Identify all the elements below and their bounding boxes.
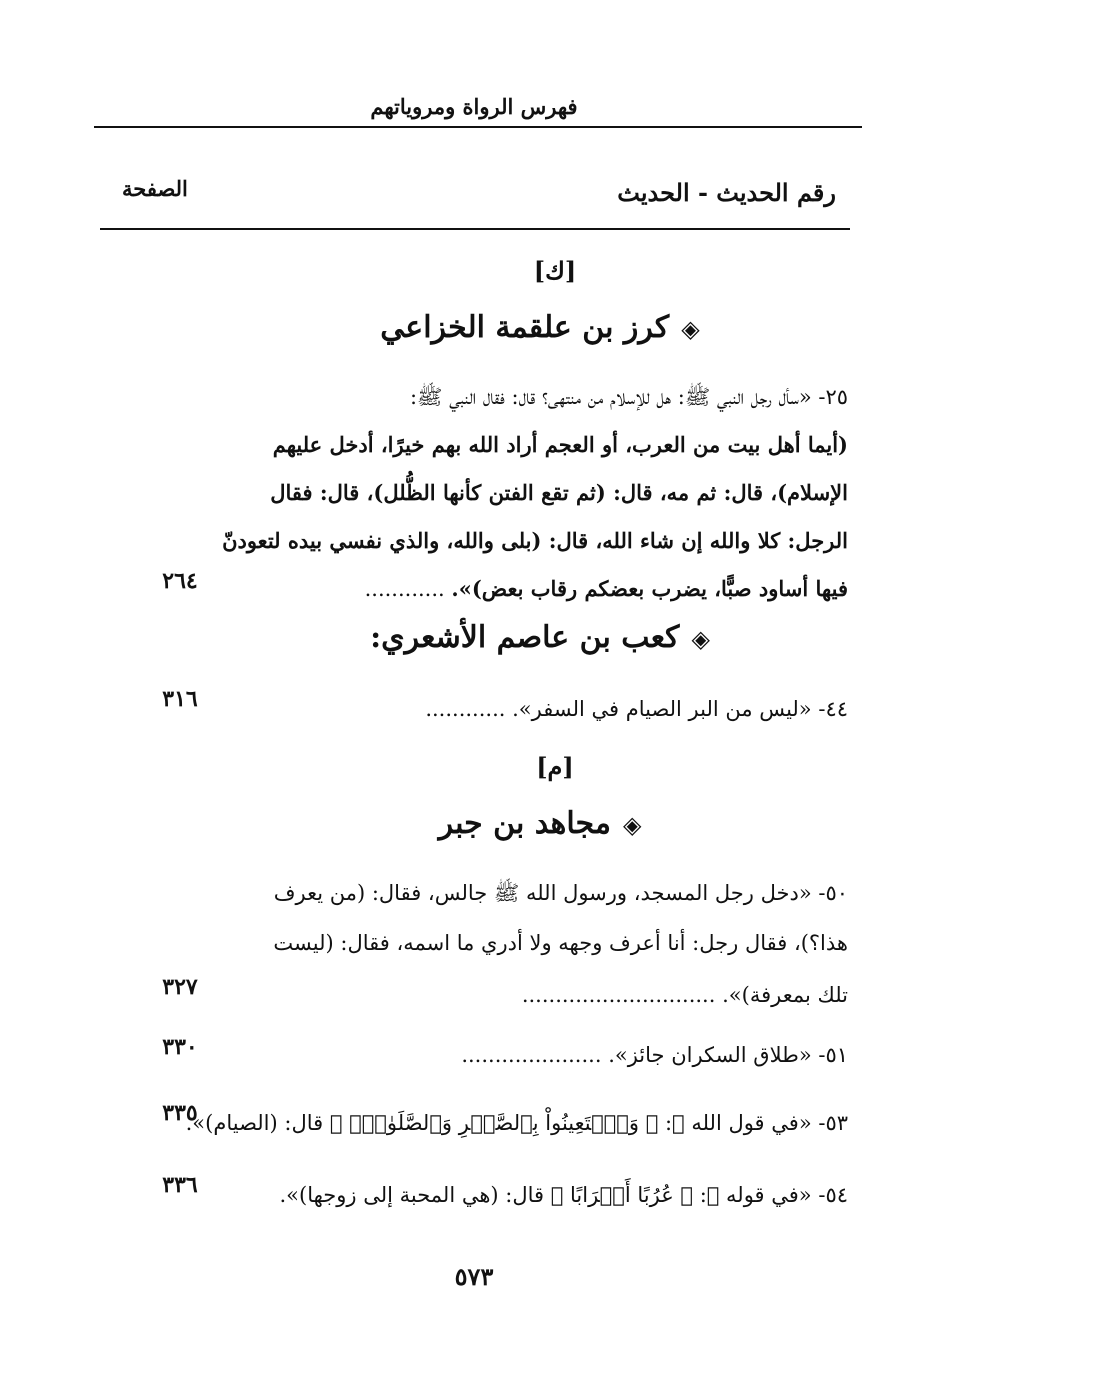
narrator-name: مجاهد بن جبر [438, 806, 611, 841]
diamond-icon: ◈ [681, 314, 700, 343]
diamond-icon: ◈ [691, 624, 710, 653]
hadith-50-line-2: هذا؟)، فقال رجل: أنا أعرف وجهه ولا أدري ما اسمه، فقال: (ليست [273, 931, 848, 955]
page-ref-25: ٢٦٤ [162, 568, 198, 594]
hadith-25-line-3: الإسلام)، قال: ثم مه، قال: (ثم تقع الفتن كأنها الظُّلل)، قال: فقال [270, 480, 848, 505]
hadith-25-line-1: ٢٥- «سأل رجل النبي ﷺ: هل للإسلام من منتهى؟ قال: فقال النبي ﷺ: [409, 385, 848, 409]
column-header-page: الصفحة [122, 176, 188, 201]
hadith-54-line-1: ٥٤- «في قوله ﷻ: ﴿ عُرُبًا أَتۡرَابًا ﴾ قال: (هي المحبة إلى زوجها)». [279, 1183, 848, 1207]
section-letter-kaf: [ك] [533, 256, 577, 285]
hadith-50-line-1: ٥٠- «دخل رجل المسجد، ورسول الله ﷺ جالس، فقال: (من يعرف [273, 881, 848, 905]
hadith-25-line-2: (أيما أهل بيت من العرب، أو العجم أراد الله بهم خيرًا، أدخل عليهم [272, 432, 848, 457]
page-ref-54: ٣٣٦ [162, 1172, 198, 1198]
page-number: ٥٧٣ [454, 1262, 494, 1291]
column-header-hadith: رقم الحديث - الحديث [617, 178, 836, 207]
page-ref-44: ٣١٦ [162, 686, 198, 712]
header-rule [94, 126, 862, 128]
column-header-rule [100, 228, 850, 230]
page-ref-51: ٣٣٠ [162, 1034, 198, 1060]
diamond-icon: ◈ [622, 810, 642, 839]
narrator-heading-mujahid [0, 806, 1080, 841]
hadith-51-line-1: ٥١- «طلاق السكران جائز». ..................... [461, 1043, 848, 1067]
narrator-heading-kaab [0, 620, 1080, 655]
hadith-25-line-5: فيها أساود صبًّا، يضرب بعضكم رقاب بعض)». ............ [364, 576, 848, 601]
hadith-44-line-1: ٤٤- «ليس من البر الصيام في السفر». ............ [425, 697, 848, 721]
page-ref-50: ٣٢٧ [162, 974, 198, 1000]
section-letter-mim: [م] [536, 752, 574, 781]
narrator-name: كعب بن عاصم الأشعري: [370, 620, 680, 655]
hadith-50-line-3: تلك بمعرفة)». ............................. [521, 983, 848, 1007]
running-title: فهرس الرواة ومروياتهم [370, 94, 578, 119]
hadith-25-line-4: الرجل: كلا والله إن شاء الله، قال: (بلى والله، والذي نفسي بيده لتعودنّ [222, 528, 848, 553]
page-ref-53: ٣٣٥ [162, 1100, 198, 1126]
hadith-53-line-1: ٥٣- «في قول الله ﷻ: ﴿ وَٱسۡتَعِينُواْ بِٱلصَّبۡرِ وَٱلصَّلَوٰةِۚ ﴾ قال: (الصيام)». [185, 1111, 848, 1135]
narrator-heading-kurz [0, 310, 1080, 345]
narrator-name: كرز بن علقمة الخزاعي [380, 310, 670, 345]
